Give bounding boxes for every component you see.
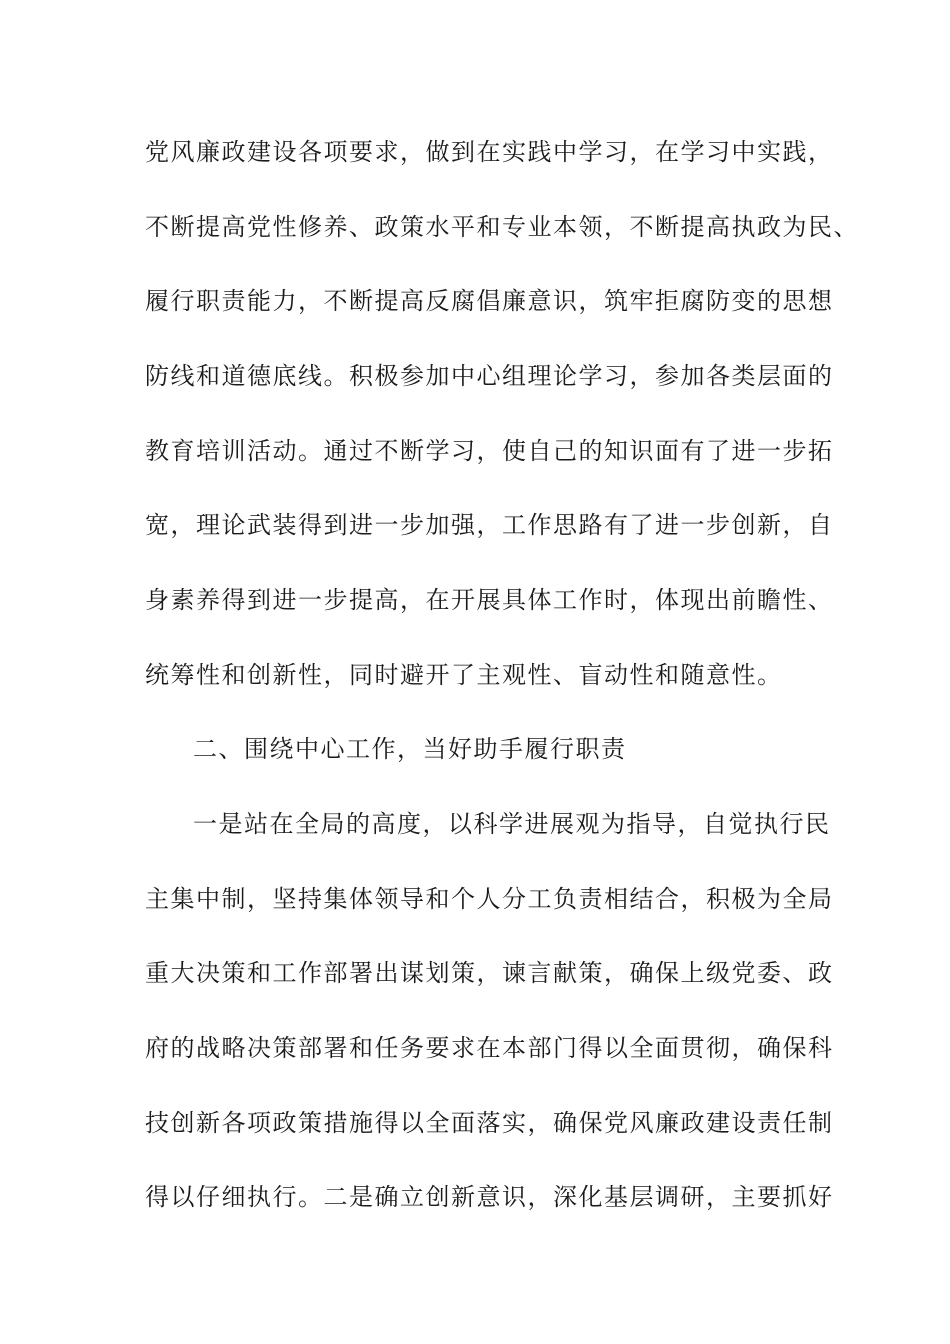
body-text-line: 统筹性和创新性，同时避开了主观性、盲动性和随意性。	[145, 661, 783, 689]
body-text-line: 防线和道德底线。积极参加中心组理论学习，参加各类层面的	[145, 362, 834, 390]
body-text-line: 不断提高党性修养、政策水平和专业本领，不断提高执政为民、	[145, 213, 859, 241]
section-heading: 二、围绕中心工作，当好助手履行职责	[193, 735, 627, 763]
body-text-line: 身素养得到进一步提高，在开展具体工作时，体现出前瞻性、	[145, 586, 834, 614]
body-text-line: 技创新各项政策措施得以全面落实，确保党风廉政建设责任制	[145, 1109, 834, 1137]
body-text-line: 得以仔细执行。二是确立创新意识，深化基层调研，主要抓好	[145, 1183, 834, 1211]
body-text-line: 履行职责能力，不断提高反腐倡廉意识，筑牢拒腐防变的思想	[145, 287, 834, 315]
body-text-line: 宽，理论武装得到进一步加强，工作思路有了进一步创新，自	[145, 511, 834, 539]
body-text-line: 一是站在全局的高度，以科学进展观为指导，自觉执行民	[193, 810, 831, 838]
body-text-line: 教育培训活动。通过不断学习，使自己的知识面有了进一步拓	[145, 437, 834, 465]
body-text-line: 重大决策和工作部署出谋划策，谏言献策，确保上级党委、政	[145, 959, 834, 987]
body-text-line: 党风廉政建设各项要求，做到在实践中学习，在学习中实践，	[145, 138, 834, 166]
body-text-line: 主集中制，坚持集体领导和个人分工负责相结合，积极为全局	[145, 885, 834, 913]
body-text-line: 府的战略决策部署和任务要求在本部门得以全面贯彻，确保科	[145, 1034, 834, 1062]
